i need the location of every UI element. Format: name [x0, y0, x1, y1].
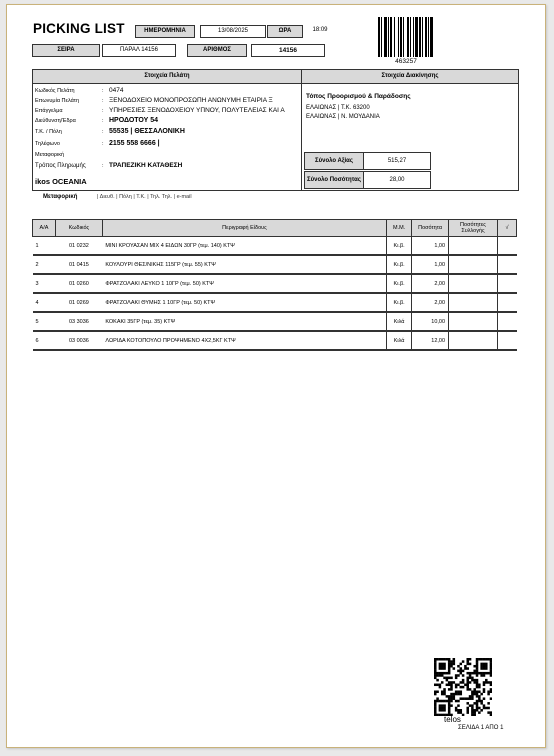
- col-header-desc: Περιγραφή Είδους: [102, 220, 386, 237]
- phone-value: 2155 558 6666 |: [109, 140, 160, 147]
- cell-aa: 4: [33, 293, 56, 312]
- cell-unit: Κιλά: [387, 312, 412, 331]
- cell-unit: Κι.β.: [387, 255, 412, 274]
- col-header-unit: Μ.Μ.: [387, 220, 412, 237]
- cell-aa: 3: [33, 274, 56, 293]
- destination-line-1: ΕΛΑΙΩΝΑΣ | Τ.Κ. 63200: [306, 105, 370, 111]
- cell-collected: [449, 255, 498, 274]
- cell-collected: [449, 274, 498, 293]
- city-value: 55535 | ΘΕΣΣΑΛΟΝΙΚΗ: [109, 128, 185, 135]
- address-label: Διεύθυνση/Έδρα: [35, 118, 76, 124]
- cell-collected: [449, 331, 498, 350]
- barcode-number: 463257: [395, 58, 417, 65]
- table-row: [33, 331, 517, 350]
- payment-label: Τρόπος Πληρωμής: [35, 163, 86, 169]
- items-table: [32, 219, 517, 351]
- cell-code: 03 3036: [55, 312, 102, 331]
- cell-aa: 5: [33, 312, 56, 331]
- cell-check: [497, 237, 516, 256]
- cell-qty: 2,00: [412, 293, 449, 312]
- cell-qty: 1,00: [412, 255, 449, 274]
- total-value-label: Σύνολο Αξίας: [304, 152, 364, 170]
- col-header-code: Κωδικός: [55, 220, 102, 237]
- customer-code-value: 0474: [109, 87, 124, 94]
- destination-line-2: ΕΛΑΙΩΝΑΣ | Ν. ΜΟΥΔΑΝΙΑ: [306, 114, 380, 120]
- profession-label: Επάγγελμα: [35, 108, 63, 114]
- cell-code: 03 0036: [55, 331, 102, 350]
- number-value: 14156: [251, 44, 325, 57]
- barcode: [378, 17, 434, 57]
- cell-check: [497, 255, 516, 274]
- series-value: ΠΑΡΑΛ 14156: [102, 44, 176, 57]
- series-label: ΣΕΙΡΑ: [32, 44, 100, 57]
- number-label: ΑΡΙΘΜΟΣ: [187, 44, 247, 57]
- hotel-name: ikos OCEANIA: [35, 177, 87, 186]
- cell-collected: [449, 293, 498, 312]
- picking-list-page: PICKING LIST ΗΜΕΡΟΜΗΝΙΑ 13/08/2025 ΩΡΑ 18:09 ΣΕΙΡΑ ΠΑΡΑΛ 14156 ΑΡΙΘΜΟΣ 14156 463257 Στοιχεία Πελάτη Κωδικός Πελάτη : 0474 Επωνυμία Πελάτη : ΞΕΝΟΔΟΧΕΙΟ ΜΟΝΟΠΡΟΣΩΠΗ ΑΝΩΝΥΜΗ ΕΤΑΙΡΙΑ Ξ Επάγγελμα : ΥΠΗΡΕΣΙΕΣ ΞΕΝΟΔΟΧΕΙΟΥ ΥΠΝΟΥ, ΠΟΛΥΤΕΛΕΙΑΣ ΚΑΙ Α Διεύθυνση/Έδρα : ΗΡΟΔΟΤΟΥ 54 Τ.Κ. / Πόλη : 55535 | ΘΕΣΣΑΛΟΝΙΚΗ Τηλέφωνο : 2155 558 6666 | Μεταφορική Τρόπος Πληρωμής : ΤΡΑΠΕΖΙΚΗ ΚΑΤΑΘΕΣΗ ikos OCEANIA Στοιχεία Διακίνησης Τόπος Προορισμού & Παράδοσης ΕΛΑΙΩΝΑΣ | Τ.Κ. 63200 ΕΛΑΙΩΝΑΣ | Ν. ΜΟΥΔΑΝΙΑ Σύνολο Αξίας 515,27 Σύνολο Ποσότητας 28,00 Μεταφορική | Διευθ. | Πόλη | Τ.Κ. | Τηλ. Τηλ. | e-mail Α/Α Κωδικός Περιγραφή Είδους Μ.Μ. Ποσότητα Ποσότητες Συλλογής √ 1 01 0232 ΜΙΝΙ ΚΡΟΥΑΣΑΝ ΜΙΧ 4 ΕΙΔΩΝ 30ΓΡ (τεμ. 140) ΚΤΨ Κι.β. 1,00 2 01 0415 ΚΟΥΛΟΥΡΙ ΘΕΣ/ΝΙΚΗΣ 115ΓΡ (τεμ. 55) ΚΤΨ Κι.β. 1,00 3 01 0260 ΦΡΑΤΖΟΛΑΚΙ ΛΕΥΚΟ 1 10ΓΡ (τεμ. 50) ΚΤΨ Κι.β. 2,00 4 01 0269 ΦΡΑΤΖΟΛΑΚΙ ΘΥΜΗΣ 1 10ΓΡ (τεμ. 50) ΚΤΨ Κι.β. 2,00 5 03 3036 ΚΟΚΑΚΙ 35ΓΡ (τεμ. 35) ΚΤΨ Κιλά 10,00 6 03 0036 ΛΩΡΙΔΑ ΚΟΤΟΠΟΥΛΟ ΠΡΟΨΗΜΕΝΟ 4Χ2,5ΚΓ ΚΤΨ Κιλά 12,00 telos ΣΕΛΙΔΑ 1 ΑΠΟ 1: [6, 4, 546, 748]
- table-row: [33, 237, 517, 256]
- time-label: ΩΡΑ: [267, 25, 303, 38]
- cell-unit: Κι.β.: [387, 237, 412, 256]
- cell-desc: ΜΙΝΙ ΚΡΟΥΑΣΑΝ ΜΙΧ 4 ΕΙΔΩΝ 30ΓΡ (τεμ. 140) ΚΤΨ: [102, 237, 386, 256]
- cell-unit: Κι.β.: [387, 293, 412, 312]
- cell-unit: Κιλά: [387, 331, 412, 350]
- table-header-row: [33, 220, 517, 237]
- customer-name-value: ΞΕΝΟΔΟΧΕΙΟ ΜΟΝΟΠΡΟΣΩΠΗ ΑΝΩΝΥΜΗ ΕΤΑΙΡΙΑ Ξ: [109, 97, 273, 104]
- col-header-collected: Ποσότητες Συλλογής: [449, 220, 498, 237]
- cell-aa: 6: [33, 331, 56, 350]
- shipping-section-title: Στοιχεία Διακίνησης: [302, 70, 518, 84]
- cell-qty: 12,00: [412, 331, 449, 350]
- table-row: [33, 312, 517, 331]
- col-header-qty: Ποσότητα: [412, 220, 449, 237]
- cell-desc: ΦΡΑΤΖΟΛΑΚΙ ΛΕΥΚΟ 1 10ΓΡ (τεμ. 50) ΚΤΨ: [102, 274, 386, 293]
- cell-qty: 2,00: [412, 274, 449, 293]
- cell-desc: ΚΟΥΛΟΥΡΙ ΘΕΣ/ΝΙΚΗΣ 115ΓΡ (τεμ. 55) ΚΤΨ: [102, 255, 386, 274]
- date-value: 13/08/2025: [200, 25, 266, 38]
- cell-aa: 1: [33, 237, 56, 256]
- address-value: ΗΡΟΔΟΤΟΥ 54: [109, 117, 159, 124]
- footer-page: ΣΕΛΙΔΑ 1 ΑΠΟ 1: [458, 725, 504, 731]
- cell-code: 01 0269: [55, 293, 102, 312]
- cell-check: [497, 274, 516, 293]
- cell-collected: [449, 312, 498, 331]
- transport-label: Μεταφορική: [35, 152, 65, 158]
- phone-label: Τηλέφωνο: [35, 141, 60, 147]
- destination-title: Τόπος Προορισμού & Παράδοσης: [306, 93, 411, 100]
- customer-code-label: Κωδικός Πελάτη: [35, 88, 75, 94]
- transport-line-label: Μεταφορική: [43, 194, 78, 200]
- table-row: [33, 255, 517, 274]
- total-qty: 28,00: [363, 171, 431, 189]
- customer-name-label: Επωνυμία Πελάτη: [35, 98, 80, 104]
- transport-line-details: | Διευθ. | Πόλη | Τ.Κ. | Τηλ. Τηλ. | e-mail: [97, 194, 192, 200]
- cell-aa: 2: [33, 255, 56, 274]
- profession-value: ΥΠΗΡΕΣΙΕΣ ΞΕΝΟΔΟΧΕΙΟΥ ΥΠΝΟΥ, ΠΟΛΥΤΕΛΕΙΑΣ ΚΑΙ Α: [109, 107, 285, 114]
- cell-check: [497, 312, 516, 331]
- date-label: ΗΜΕΡΟΜΗΝΙΑ: [135, 25, 195, 38]
- cell-check: [497, 331, 516, 350]
- page-title: PICKING LIST: [33, 21, 125, 36]
- customer-section-title: Στοιχεία Πελάτη: [33, 70, 301, 84]
- cell-qty: 10,00: [412, 312, 449, 331]
- cell-desc: ΛΩΡΙΔΑ ΚΟΤΟΠΟΥΛΟ ΠΡΟΨΗΜΕΝΟ 4Χ2,5ΚΓ ΚΤΨ: [102, 331, 386, 350]
- table-row: [33, 293, 517, 312]
- cell-unit: Κι.β.: [387, 274, 412, 293]
- total-value: 515,27: [363, 152, 431, 170]
- cell-code: 01 0232: [55, 237, 102, 256]
- cell-check: [497, 293, 516, 312]
- cell-desc: ΦΡΑΤΖΟΛΑΚΙ ΘΥΜΗΣ 1 10ΓΡ (τεμ. 50) ΚΤΨ: [102, 293, 386, 312]
- cell-collected: [449, 237, 498, 256]
- cell-qty: 1,00: [412, 237, 449, 256]
- cell-desc: ΚΟΚΑΚΙ 35ΓΡ (τεμ. 35) ΚΤΨ: [102, 312, 386, 331]
- city-label: Τ.Κ. / Πόλη: [35, 129, 62, 135]
- footer-brand: telos: [444, 715, 461, 724]
- col-header-check: √: [497, 220, 516, 237]
- cell-code: 01 0260: [55, 274, 102, 293]
- total-qty-label: Σύνολο Ποσότητας: [304, 171, 364, 189]
- time-value: 18:09: [303, 25, 337, 36]
- cell-code: 01 0415: [55, 255, 102, 274]
- payment-value: ΤΡΑΠΕΖΙΚΗ ΚΑΤΑΘΕΣΗ: [109, 162, 183, 169]
- table-row: [33, 274, 517, 293]
- qr-code: [434, 658, 492, 716]
- col-header-aa: Α/Α: [33, 220, 56, 237]
